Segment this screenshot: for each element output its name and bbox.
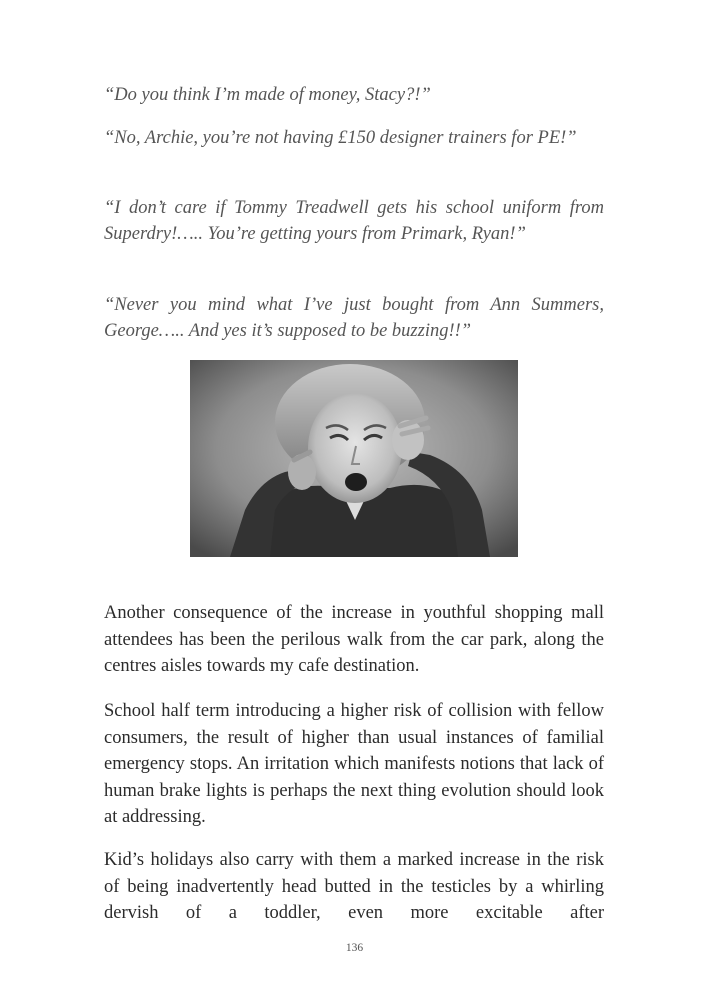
body-paragraph: School half term introducing a higher risk of collision with fellow consumers, the result of higher than usual instances of familial emergency stops. An irritation which manifests notions that lack of human brake lights is perhaps the next thing evolution should look at addressing. [104,701,604,827]
page-number: 136 [345,942,364,954]
dialogue-quote: “Do you think I’m made of money, Stacy?!” [104,85,431,105]
woman-covering-ears-photo [190,360,518,557]
body-paragraph: Another consequence of the increase in youthful shopping mall attendees has been the perilous walk from the car park, along the centres aisles towards my cafe destination. [104,603,604,676]
body-paragraph: Kid’s holidays also carry with them a marked increase in the risk of being inadvertently head butted in the testicles by a whirling dervish of a toddler, even more excitable after [104,850,604,923]
dialogue-quote: “Never you mind what I’ve just bought from Ann Summers, George….. And yes it’s supposed to be buzzing!!” [104,295,604,341]
dialogue-quote: “No, Archie, you’re not having £150 designer trainers for PE!” [104,128,577,148]
dialogue-quote: “I don’t care if Tommy Treadwell gets his school uniform from Superdry!….. You’re getting yours from Primark, Ryan!” [104,198,604,244]
